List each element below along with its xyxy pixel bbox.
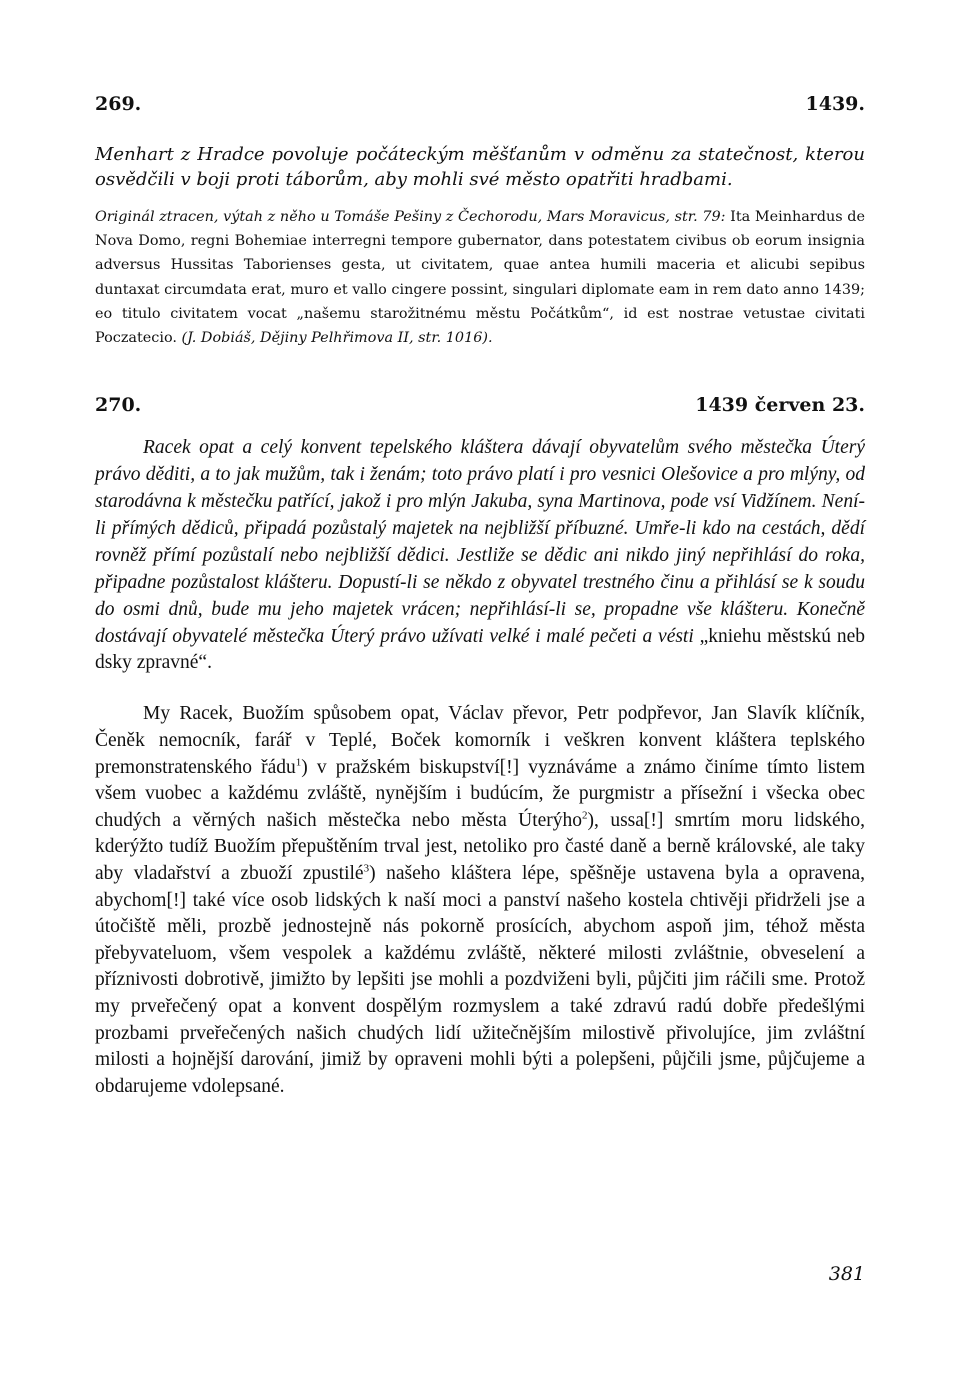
regest-270 xyxy=(95,435,865,677)
regest-269: Menhart z Hradce povoluje počáteckým měšťanům v odměnu za statečnost, kterou osvědčili v boji proti táborům, aby mohli své město opatřiti hradbami. xyxy=(95,144,865,190)
document-date: 1439 červen 23. xyxy=(695,394,865,417)
charter-text-part: ) v pražském biskupství[!] vyznáváme a známo činíme tímto listem všem vuobec a každému zvláště, nynějším i budúcím, že purgmistr a přísežní i všecka obec chudých a věrných našich městečka nebo města Úterýho xyxy=(95,756,865,831)
regest-text: Racek opat a celý konvent tepelského kláštera dávají obyvatelům svého městečka Úterý právo děditi, a to jak mužům, tak i ženám; toto právo platí i pro vesnici Olešovice a pro mlýny, od starodávna k městečku patřící, jakož i pro mlýn Jakuba, syna Martinova, pode vsí Vidžínem. Není-li přímých dědiců, připadá pozůstalý majetek na nejbližší příbuzné. Umře-li kdo na cestách, dědí rovněž přímí pozůstalí nebo nejbližší dědici. Jestliže se dědic ani nikdo jiný nepřihlásí do roka, připadne pozůstalost klášteru. Dopustí-li se někdo z obyvatel trestného činu a přihlásí se k soudu do osmi dnů, bude mu jeho majetek vrácen; nepřihlásí-li se, propadne vše klášteru. Konečně dostávají obyvatelé městečka Úterý právo užívati velké i malé pečeti a vésti xyxy=(95,437,865,647)
footnote-marker: 1 xyxy=(295,756,302,769)
document-page xyxy=(95,92,865,1285)
charter-text xyxy=(95,701,865,1100)
document-header-270 xyxy=(95,393,865,417)
literature-reference: (J. Dobiáš, Dějiny Pelhřimova II, str. 1016). xyxy=(181,330,493,347)
charter-text-part: My Racek, Buožím spůsobem opat, Václav převor, Petr podpřevor, Jan Slavík klíčník, Čeněk nemocník, farář v Teplé, Boček komorník i veškren konvent kláštera teplského premonstratenského řádu xyxy=(95,703,865,778)
latin-excerpt: Ita Meinhardus de Nova Domo, regni Bohemiae interregni tempore gubernator, dans potestatem civibus ob eorum insignia adversus Hussitas Taborienses gesta, ut civitatem, quae antea humili maceria et alicubi sepibus duntaxat circumdata erat, muro et vallo cingere possint, singulari diplomate eam in rem dato anno 1439; eo titulo civitatem vocat „našemu starožitnému městu Počátkům“, id est nostrae vetustae civitati Poczatecio. xyxy=(95,209,865,347)
page-number: 381 xyxy=(828,1263,865,1285)
regest-quote: „kniehu městskú neb dsky zpravné“. xyxy=(95,625,865,674)
charter-text-part: ), ussa[!] smrtím moru lidského, kderýžto tudíž Buožím přepuštěním trval jest, netoliko pro časté daně a berně královské, ale taky aby vladařství a zbuoží zpustilé xyxy=(95,809,865,884)
source-description: Originál ztracen, výtah z něho u Tomáše Pešiny z Čechorodu, Mars Moravicus, str. 79: xyxy=(95,209,726,225)
document-number: 270. xyxy=(95,394,142,417)
document-header-269 xyxy=(95,92,865,116)
charter-text-part: ) našeho kláštera lépe, spěšněje ustavena byla a opravena, abychom[!] také více osob lidských k naší moci a panství našeho kostela chtivěji přidrželi jse a útočiště měli, prozbě jednostejně nás pokorně prosících, abychom aspoň jim, téhož města přebyvateluom, všem vespolek a každému zvláště, některé milosti zvláštnie, obveselení a příznivosti dobrotivě, jimižto by lepšiti jse mohli a pozdviženi byli, půjčiti jim ráčili sme. Protož my prveřečený opat a konvent dospělým rozmyslem a také zdravú radú dobře předešlými prozbami prveřečených našich chudých lidí užitečnějším milostivě přivolujíce, jim zvláštní milosti a hojnější darování, jimiž by opraveni mohli býti a polepšeni, půjčili jsme, půjčujeme a obdarujeme vdolepsané. xyxy=(95,862,865,1097)
footnote-marker: 2 xyxy=(582,809,588,822)
document-year: 1439. xyxy=(805,93,865,115)
source-note-269 xyxy=(95,205,865,350)
footnote-marker: 3 xyxy=(363,862,370,875)
document-number: 269. xyxy=(95,93,142,115)
